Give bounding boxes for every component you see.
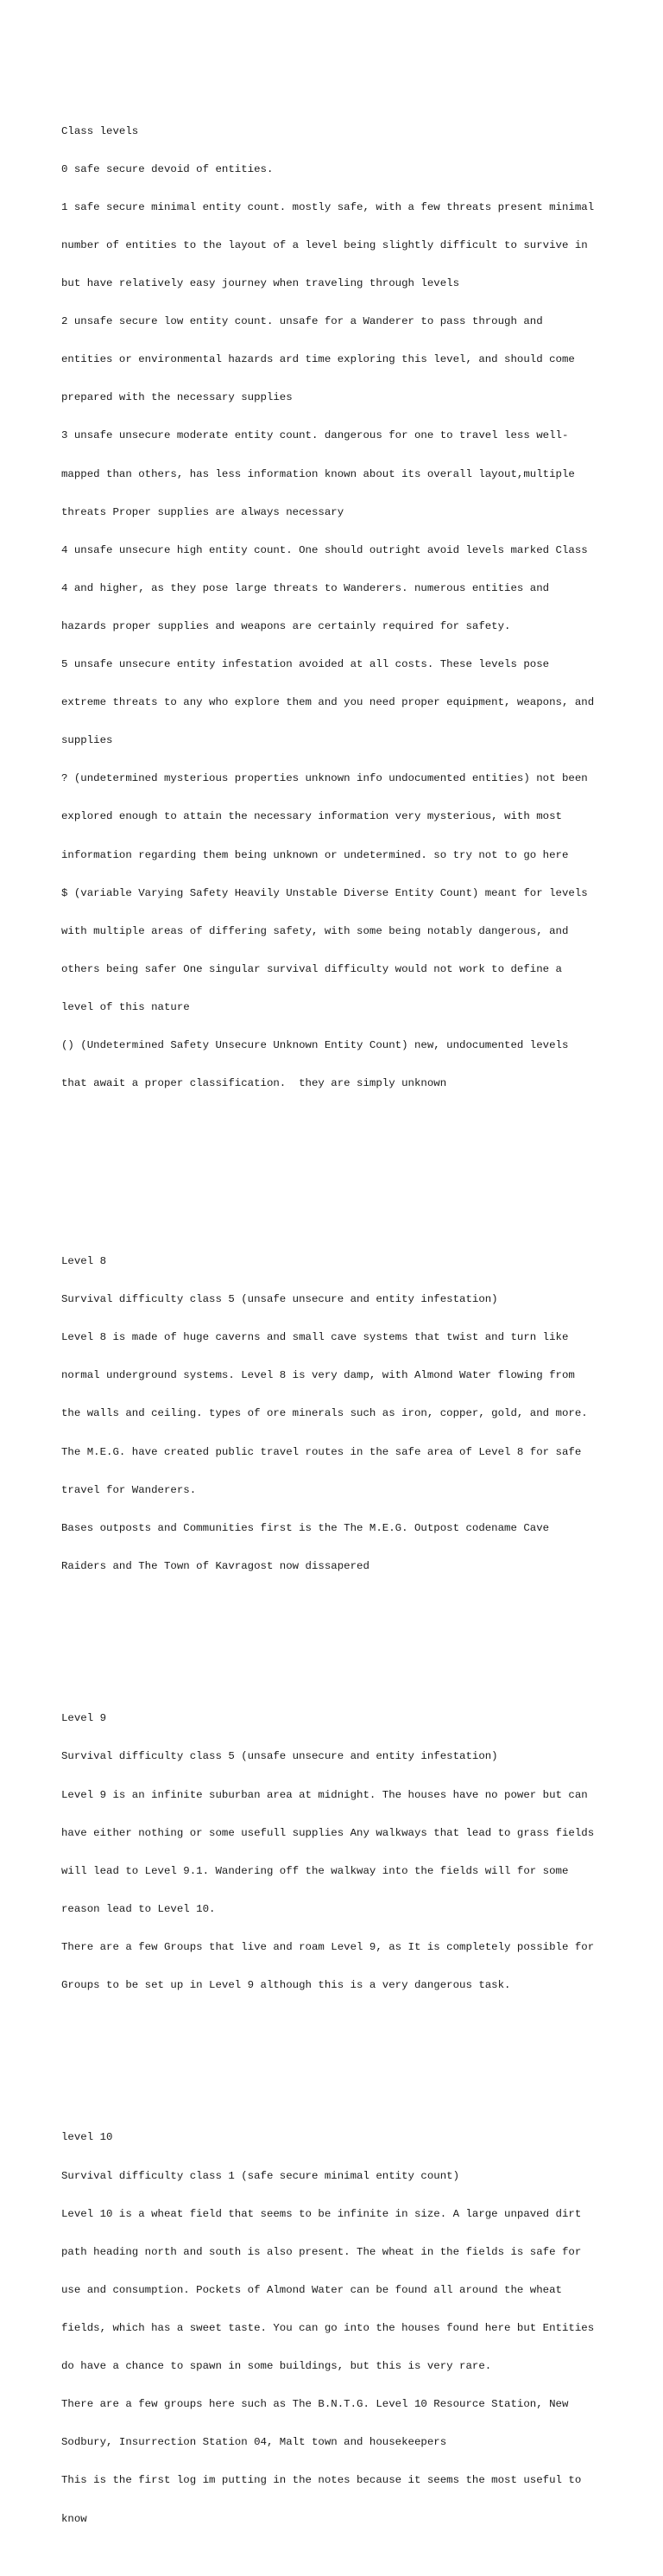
text-line: number of entities to the layout of a level being slightly difficult to survive in	[61, 238, 588, 251]
text-line: prepared with the necessary supplies	[61, 391, 293, 404]
text-line: 4 unsafe unsecure high entity count. One should outright avoid levels marked Class	[61, 543, 588, 556]
section-heading: level 10	[61, 2131, 113, 2144]
level-10-section	[61, 2106, 614, 2551]
spacer	[61, 1636, 614, 1649]
text-line: 0 safe secure devoid of entities.	[61, 162, 274, 175]
text-line: Survival difficulty class 1 (safe secure minimal entity count)	[61, 2169, 460, 2182]
text-line: fields, which has a sweet taste. You can go into the houses found here but Entities	[61, 2322, 595, 2335]
text-line: This is the first log im putting in the notes because it seems the most useful to	[61, 2474, 582, 2487]
text-line: Bases outposts and Communities first is the The M.E.G. Outpost codename Cave	[61, 1521, 550, 1534]
section-heading: Level 8	[61, 1254, 107, 1267]
text-line: 3 unsafe unsecure moderate entity count. dangerous for one to travel less well-	[61, 429, 569, 442]
text-line: that await a proper classification. they are simply unknown	[61, 1077, 447, 1090]
level-9-section	[61, 1687, 614, 2017]
text-line: ? (undetermined mysterious properties unknown info undocumented entities) not been	[61, 772, 588, 785]
text-line: will lead to Level 9.1. Wandering off the walkway into the fields will for some	[61, 1864, 569, 1877]
level-8-section	[61, 1230, 614, 1598]
text-line: know	[61, 2512, 87, 2525]
text-line: normal underground systems. Level 8 is very damp, with Almond Water flowing from	[61, 1369, 575, 1382]
text-line: hazards proper supplies and weapons are certainly required for safety.	[61, 619, 511, 632]
text-line: path heading north and south is also present. The wheat in the fields is safe for	[61, 2245, 582, 2258]
section-heading: Level 9	[61, 1712, 107, 1725]
text-line: entities or environmental hazards ard time exploring this level, and should come	[61, 353, 575, 366]
text-line: have either nothing or some usefull supplies Any walkways that lead to grass fields	[61, 1826, 595, 1839]
text-line: mapped than others, has less information known about its overall layout,multiple	[61, 467, 575, 480]
text-line: Survival difficulty class 5 (unsafe unsecure and entity infestation)	[61, 1293, 498, 1306]
text-line: supplies	[61, 734, 113, 747]
text-line: () (Undetermined Safety Unsecure Unknown Entity Count) new, undocumented levels	[61, 1039, 569, 1052]
text-line: do have a chance to spawn in some buildings, but this is very rare.	[61, 2360, 492, 2373]
document-page	[61, 61, 614, 2576]
text-line: reason lead to Level 10.	[61, 1902, 216, 1915]
text-line: Level 9 is an infinite suburban area at midnight. The houses have no power but can	[61, 1788, 588, 1801]
text-line: explored enough to attain the necessary information very mysterious, with most	[61, 810, 562, 823]
text-line: Level 8 is made of huge caverns and small cave systems that twist and turn like	[61, 1331, 569, 1344]
text-line: Groups to be set up in Level 9 although this is a very dangerous task.	[61, 1979, 511, 1992]
text-line: There are a few groups here such as The B.N.T.G. Level 10 Resource Station, New	[61, 2398, 569, 2411]
text-line: 5 unsafe unsecure entity infestation avoided at all costs. These levels pose	[61, 658, 550, 671]
spacer	[61, 2055, 614, 2068]
text-line: The M.E.G. have created public travel routes in the safe area of Level 8 for safe	[61, 1445, 582, 1458]
text-line: others being safer One singular survival difficulty would not work to define a	[61, 962, 562, 975]
text-line: level of this nature	[61, 1001, 190, 1014]
text-line: threats Proper supplies are always necessary	[61, 505, 344, 518]
text-line: with multiple areas of differing safety, with some being notably dangerous, and	[61, 924, 569, 937]
text-line: information regarding them being unknown or undetermined. so try not to go here	[61, 848, 569, 861]
class-levels-section	[61, 99, 614, 1115]
text-line: 4 and higher, as they pose large threats to Wanderers. numerous entities and	[61, 581, 550, 594]
text-line: $ (variable Varying Safety Heavily Unstable Diverse Entity Count) meant for levels	[61, 886, 588, 899]
text-line: travel for Wanderers.	[61, 1483, 197, 1496]
text-line: but have relatively easy journey when traveling through levels	[61, 276, 460, 289]
section-heading: Class levels	[61, 124, 139, 137]
text-line: Raiders and The Town of Kavragost now dissapered	[61, 1559, 369, 1572]
spacer	[61, 1153, 614, 1191]
text-line: There are a few Groups that live and roam Level 9, as It is completely possible for	[61, 1940, 595, 1953]
text-line: use and consumption. Pockets of Almond Water can be found all around the wheat	[61, 2283, 562, 2296]
text-line: Sodbury, Insurrection Station 04, Malt town and housekeepers	[61, 2436, 447, 2449]
text-line: extreme threats to any who explore them and you need proper equipment, weapons, and	[61, 696, 595, 709]
text-line: 1 safe secure minimal entity count. mostly safe, with a few threats present minimal	[61, 200, 595, 213]
text-line: Survival difficulty class 5 (unsafe unsecure and entity infestation)	[61, 1750, 498, 1763]
text-line: Level 10 is a wheat field that seems to be infinite in size. A large unpaved dirt	[61, 2207, 582, 2220]
text-line: 2 unsafe secure low entity count. unsafe for a Wanderer to pass through and	[61, 315, 543, 328]
text-line: the walls and ceiling. types of ore minerals such as iron, copper, gold, and more.	[61, 1407, 588, 1420]
